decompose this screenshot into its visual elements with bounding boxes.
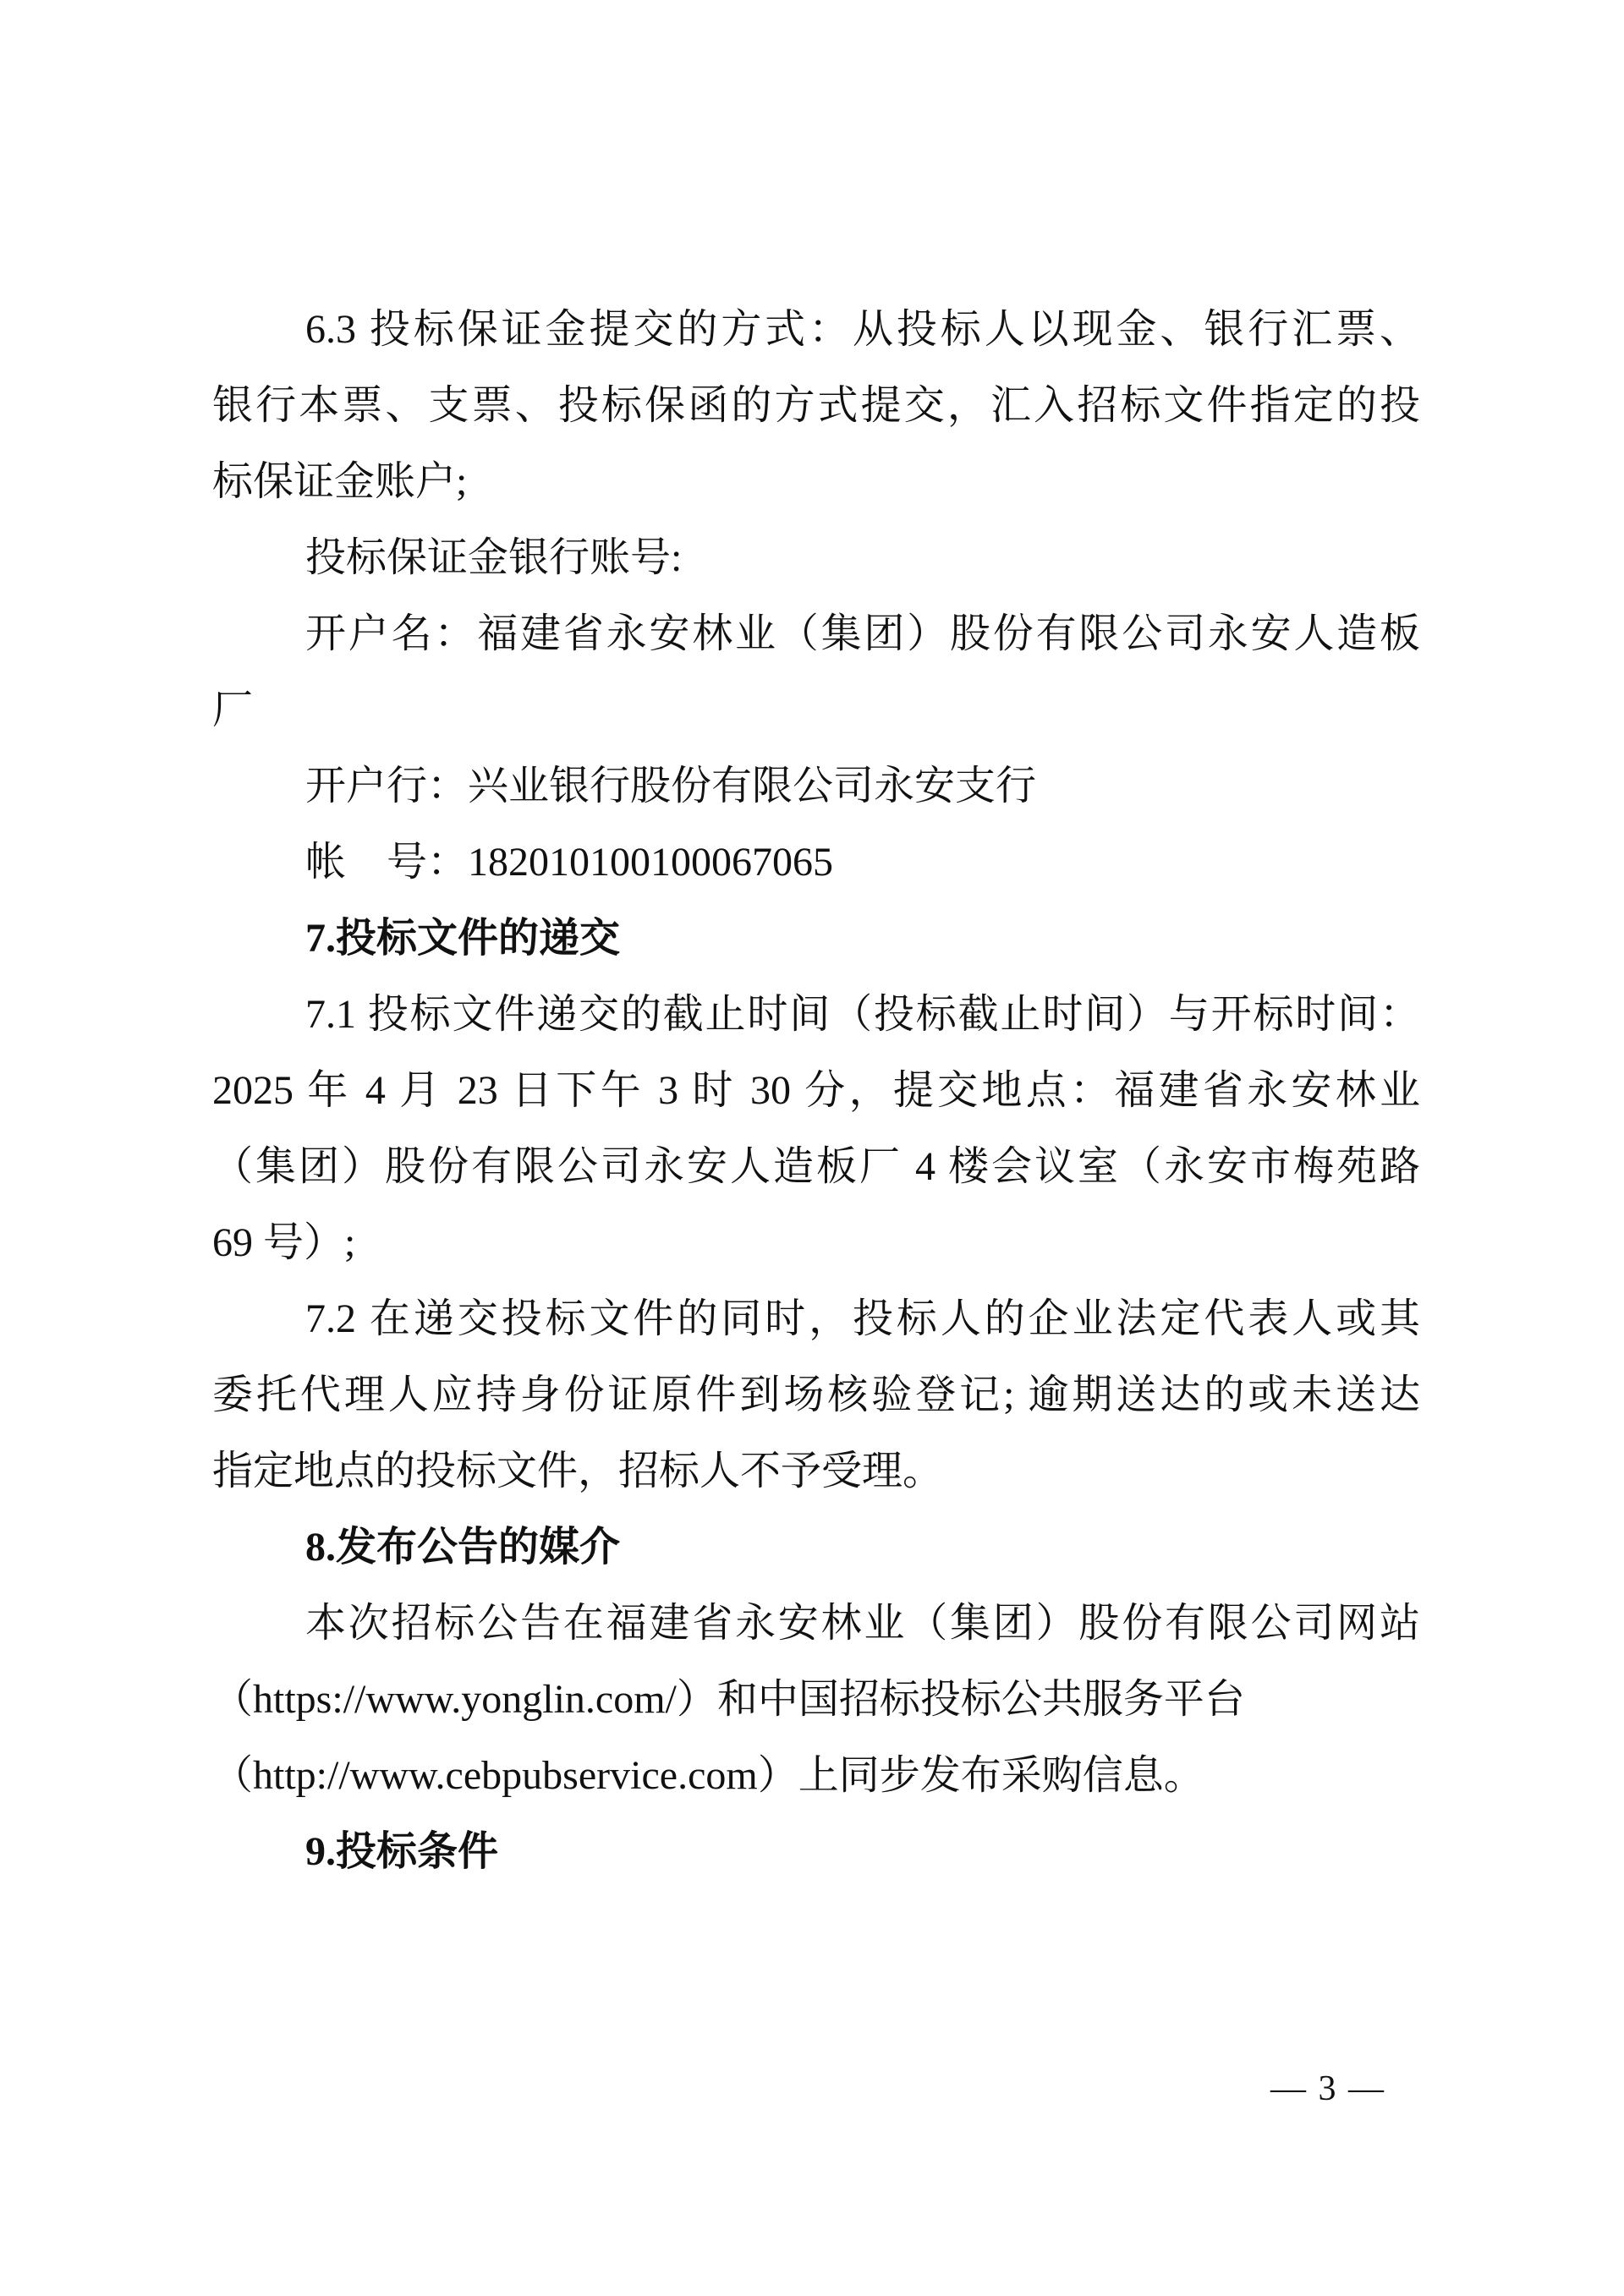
text-line: （集团）股份有限公司永安人造板厂 4 楼会议室（永安市梅苑路 [212, 1144, 1420, 1189]
text-line: 7.1 投标文件递交的截止时间（投标截止时间）与开标时间： [305, 992, 1420, 1037]
text-line: 开户名：福建省永安林业（集团）股份有限公司永安人造板 [305, 611, 1420, 656]
text-line: 指定地点的投标文件，招标人不予受理。 [212, 1449, 944, 1493]
text-line: 2025 年 4 月 23 日下午 3 时 30 分，提交地点：福建省永安林业 [212, 1068, 1420, 1113]
text-line-url: （http://www.cebpubservice.com）上同步发布采购信息。 [212, 1753, 1204, 1798]
section-heading-8: 8.发布公告的媒介 [305, 1525, 621, 1570]
page-number: — 3 — [1270, 2069, 1385, 2108]
text-line: 6.3 投标保证金提交的方式：从投标人以现金、银行汇票、 [305, 307, 1420, 352]
text-line: 投标保证金银行账号: [305, 535, 683, 580]
text-line-url: （https://www.yonglin.com/）和中国招标投标公共服务平台 [212, 1677, 1245, 1722]
section-heading-9: 9.投标条件 [305, 1829, 499, 1874]
text-line: 69 号）; [212, 1220, 356, 1265]
text-line: 委托代理人应持身份证原件到场核验登记; 逾期送达的或未送达 [212, 1373, 1420, 1417]
text-line: 本次招标公告在福建省永安林业（集团）股份有限公司网站 [305, 1601, 1420, 1646]
section-heading-7: 7.投标文件的递交 [305, 916, 621, 961]
text-line: 7.2 在递交投标文件的同时，投标人的企业法定代表人或其 [305, 1296, 1420, 1341]
text-line: 银行本票、支票、投标保函的方式提交，汇入招标文件指定的投 [212, 383, 1420, 428]
document-body [212, 292, 1420, 1890]
text-line: 标保证金账户; [212, 459, 468, 504]
text-line: 厂 [212, 688, 254, 732]
text-line: 开户行：兴业银行股份有限公司永安支行 [305, 764, 1037, 808]
text-line: 帐 号：182010100100067065 [305, 840, 834, 885]
